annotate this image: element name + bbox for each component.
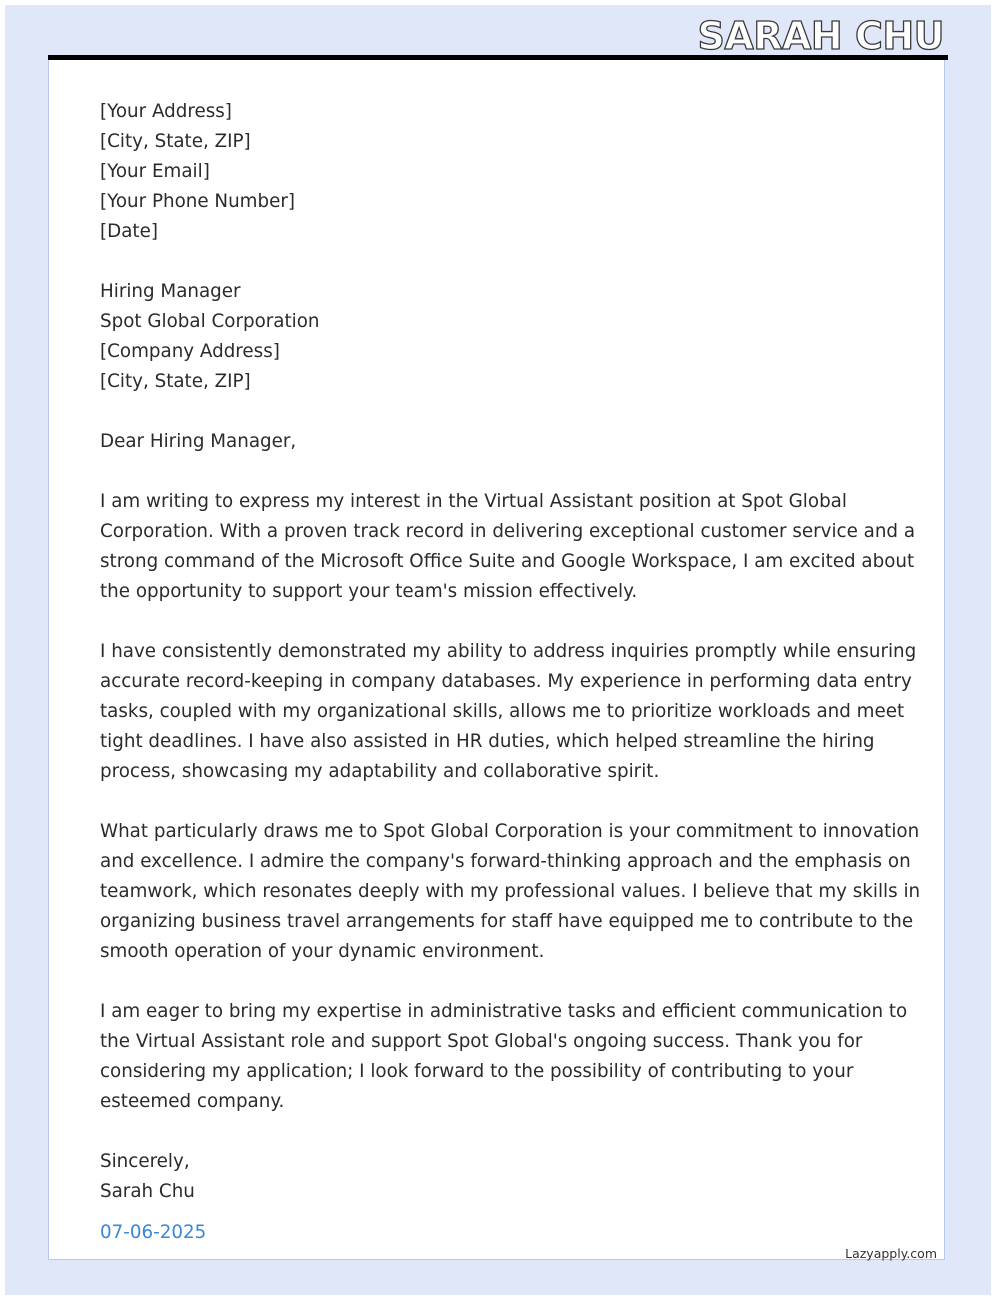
salutation: [100, 427, 900, 457]
paragraph-line: accurate record-keeping in company databases. My experience in performing data entry: [100, 671, 912, 692]
closing-block: [100, 1147, 900, 1207]
paragraph-line: smooth operation of your dynamic environment.: [100, 941, 545, 962]
paragraph-line: I am writing to express my interest in the Virtual Assistant position at Spot Global: [100, 491, 847, 512]
paragraph-line: What particularly draws me to Spot Global Corporation is your commitment to innovation: [100, 821, 920, 842]
paragraph-line: esteemed company.: [100, 1091, 285, 1112]
cover-letter-body: [100, 97, 921, 1207]
paragraph-line: I have consistently demonstrated my ability to address inquiries promptly while ensuring: [100, 641, 917, 662]
recipient-title: Hiring Manager: [100, 281, 241, 302]
paragraph-line: strong command of the Microsoft Office Suite and Google Workspace, I am excited about: [100, 551, 915, 572]
paragraph-line: organizing business travel arrangements for staff have equipped me to contribute to the: [100, 911, 914, 932]
paragraph-line: Corporation. With a proven track record in delivering exceptional customer service and a: [100, 521, 916, 542]
paragraph-1: [100, 487, 916, 607]
lazyapply-watermark: Lazyapply.com: [845, 1246, 937, 1261]
paragraph-4: [100, 997, 908, 1117]
sender-block: [100, 97, 900, 247]
paragraph-line: the Virtual Assistant role and support Spot Global's ongoing success. Thank you for: [100, 1031, 863, 1052]
paragraph-line: process, showcasing my adaptability and collaborative spirit.: [100, 761, 660, 782]
paragraph-2: [100, 637, 917, 787]
paragraph-3: [100, 817, 921, 967]
signature-name: Sarah Chu: [100, 1181, 195, 1202]
paragraph-line: I am eager to bring my expertise in administrative tasks and efficient communication to: [100, 1001, 908, 1022]
sender-email: [Your Email]: [100, 161, 210, 182]
sender-city-state-zip: [City, State, ZIP]: [100, 131, 251, 152]
salutation-text: Dear Hiring Manager,: [100, 431, 297, 452]
sender-date: [Date]: [100, 221, 158, 242]
paragraph-line: tight deadlines. I have also assisted in HR duties, which helped streamline the hiring: [100, 731, 875, 752]
valediction: Sincerely,: [100, 1151, 190, 1172]
paragraph-line: teamwork, which resonates deeply with my professional values. I believe that my skills in: [100, 881, 921, 902]
paragraph-line: and excellence. I admire the company's forward-thinking approach and the emphasis on: [100, 851, 911, 872]
paragraph-line: considering my application; I look forward to the possibility of contributing to your: [100, 1061, 854, 1082]
paragraph-line: the opportunity to support your team's mission effectively.: [100, 581, 638, 602]
sender-address: [Your Address]: [100, 101, 232, 122]
footer-date: 07-06-2025: [100, 1222, 207, 1243]
paragraph-line: tasks, coupled with my organizational skills, allows me to prioritize workloads and meet: [100, 701, 905, 722]
recipient-company: Spot Global Corporation: [100, 311, 320, 332]
recipient-block: [100, 277, 900, 397]
recipient-address: [Company Address]: [100, 341, 280, 362]
applicant-name-heading: SARAH CHU: [697, 14, 944, 58]
sender-phone: [Your Phone Number]: [100, 191, 295, 212]
recipient-city-state-zip: [City, State, ZIP]: [100, 371, 251, 392]
